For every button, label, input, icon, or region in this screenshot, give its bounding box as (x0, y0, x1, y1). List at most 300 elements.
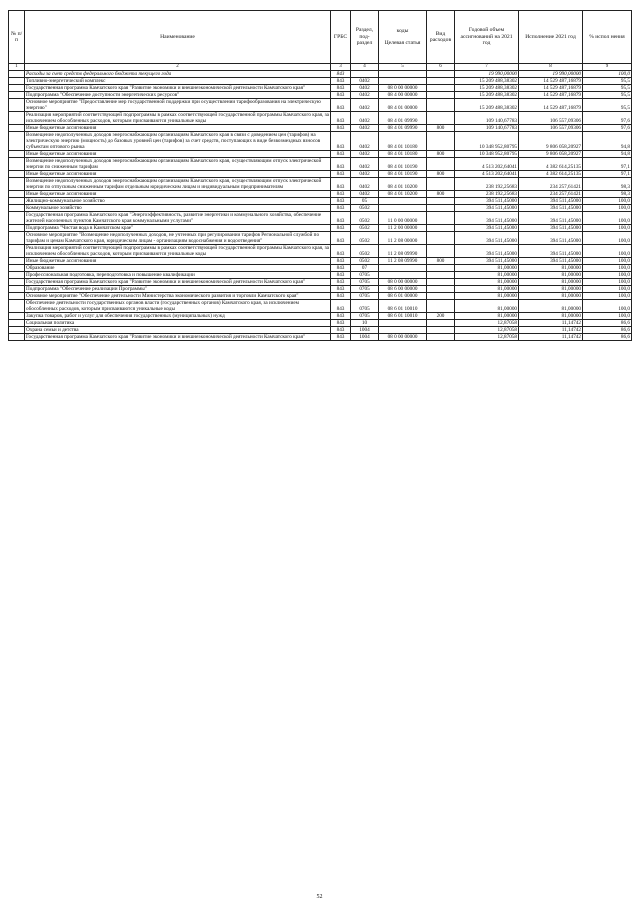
table-row (9, 293, 632, 300)
row-grbs-cell: 843 (331, 293, 351, 300)
row-target-cell: 08 4 00 00000 (379, 92, 427, 99)
row-pct-cell: 97,6 (583, 112, 632, 125)
row-razdel-cell: 0502 (351, 212, 379, 225)
row-target-cell (379, 327, 427, 334)
row-target-cell: 08 4 01 10200 (379, 178, 427, 191)
row-razdel-cell: 0402 (351, 158, 379, 171)
row-num-cell (9, 286, 25, 293)
column-number-cell: 3 (331, 64, 351, 71)
row-num-cell (9, 158, 25, 171)
table-row (9, 258, 632, 265)
row-num-cell (9, 198, 25, 205)
row-name-cell: Государственная программа Камчатского края "Энергоэффективность, развитие энергетики и коммунального хозяйства, обеспечение жителей населенных пунктов Камчатского края коммунальными услугами" (25, 212, 331, 225)
row-exec-cell: 81,00000 (519, 279, 583, 286)
row-grbs-cell: 843 (331, 198, 351, 205)
row-razdel-cell: 0705 (351, 313, 379, 320)
table-row (9, 178, 632, 191)
header-grbs: ГРБС (331, 11, 351, 64)
row-exec-cell: 4 382 614,25135 (519, 158, 583, 171)
table-row (9, 78, 632, 85)
row-grbs-cell: 843 (331, 132, 351, 151)
row-exec-cell: 81,00000 (519, 286, 583, 293)
row-assigned-cell: 15 209 488,38302 (455, 78, 519, 85)
table-row (9, 132, 632, 151)
table-row (9, 205, 632, 212)
row-name-cell: Коммунальное хозяйство (25, 205, 331, 212)
row-name-cell: Расходы за счет средств федерального бюджета текущего года (25, 71, 331, 78)
row-exec-cell: 14 529 487,16879 (519, 78, 583, 85)
row-vid-cell (427, 71, 455, 78)
row-razdel-cell: 0402 (351, 125, 379, 132)
row-assigned-cell: 15 209 488,38302 (455, 99, 519, 112)
column-number-row (9, 64, 632, 71)
row-pct-cell: 100,0 (583, 71, 632, 78)
row-assigned-cell: 394 511,45000 (455, 258, 519, 265)
row-target-cell: 08 4 01 09990 (379, 112, 427, 125)
row-assigned-cell: 109 140,67783 (455, 125, 519, 132)
row-vid-cell: 800 (427, 151, 455, 158)
row-target-cell: 08 4 01 10180 (379, 151, 427, 158)
column-number-cell: 5 (379, 64, 427, 71)
table-row (9, 334, 632, 341)
row-target-cell: 08 4 01 10180 (379, 132, 427, 151)
row-name-cell: Закупка товаров, работ и услуг для обеспечения государственных (муниципальных) нужд (25, 313, 331, 320)
row-razdel-cell (351, 71, 379, 78)
table-row (9, 212, 632, 225)
row-grbs-cell: 843 (331, 151, 351, 158)
row-razdel-cell: 0402 (351, 85, 379, 92)
header-razdel: Раздел, под- раздел (351, 11, 379, 64)
row-vid-cell (427, 178, 455, 191)
table-row (9, 272, 632, 279)
row-target-cell: 08 4 01 09990 (379, 125, 427, 132)
row-assigned-cell: 12,87058 (455, 320, 519, 327)
row-num-cell (9, 92, 25, 99)
row-pct-cell: 86,6 (583, 334, 632, 341)
row-vid-cell (427, 334, 455, 341)
row-exec-cell: 9 806 058,20927 (519, 151, 583, 158)
row-assigned-cell: 394 511,45000 (455, 245, 519, 258)
table-row (9, 245, 632, 258)
row-num-cell (9, 232, 25, 245)
column-number-cell: 2 (25, 64, 331, 71)
row-exec-cell: 394 511,45000 (519, 258, 583, 265)
row-grbs-cell: 843 (331, 313, 351, 320)
row-grbs-cell: 843 (331, 112, 351, 125)
row-assigned-cell: 394 511,45000 (455, 212, 519, 225)
row-razdel-cell: 0705 (351, 279, 379, 286)
row-num-cell (9, 313, 25, 320)
row-pct-cell: 100,0 (583, 300, 632, 313)
column-number-cell: 8 (519, 64, 583, 71)
row-assigned-cell: 81,00000 (455, 293, 519, 300)
row-name-cell: Возмещение недополученных доходов энергоснабжающим организациям Камчатского края, осуществляющим отпуск электрической энергии по сниженным тарифам (25, 158, 331, 171)
row-num-cell (9, 171, 25, 178)
row-exec-cell: 394 511,45000 (519, 225, 583, 232)
row-pct-cell: 86,6 (583, 320, 632, 327)
row-assigned-cell: 15 209 488,38302 (455, 85, 519, 92)
row-grbs-cell: 843 (331, 286, 351, 293)
row-vid-cell: 800 (427, 171, 455, 178)
row-vid-cell (427, 320, 455, 327)
column-number-cell: 6 (427, 64, 455, 71)
row-grbs-cell: 843 (331, 125, 351, 132)
row-pct-cell: 95,5 (583, 85, 632, 92)
row-vid-cell (427, 212, 455, 225)
row-num-cell (9, 245, 25, 258)
row-exec-cell: 106 557,09306 (519, 125, 583, 132)
row-vid-cell (427, 198, 455, 205)
row-grbs-cell: 843 (331, 265, 351, 272)
row-pct-cell: 100,0 (583, 286, 632, 293)
row-target-cell: 08 6 01 00000 (379, 293, 427, 300)
row-vid-cell (427, 132, 455, 151)
row-target-cell (379, 205, 427, 212)
row-grbs-cell: 843 (331, 258, 351, 265)
row-exec-cell: 81,00000 (519, 300, 583, 313)
row-vid-cell: 800 (427, 191, 455, 198)
row-assigned-cell: 394 511,45000 (455, 225, 519, 232)
row-razdel-cell: 0502 (351, 225, 379, 232)
table-row (9, 327, 632, 334)
table-row (9, 85, 632, 92)
row-target-cell: 08 6 00 00000 (379, 286, 427, 293)
row-vid-cell (427, 78, 455, 85)
row-name-cell: Реализация мероприятий соответствующей подпрограммы в рамках соответствующей государственной программы Камчатского края, за исключением обособленных расходов, которым присваиваются уникальные коды (26, 112, 329, 124)
row-pct-cell: 86,6 (583, 327, 632, 334)
row-razdel-cell: 0705 (351, 286, 379, 293)
row-pct-cell: 100,0 (583, 293, 632, 300)
row-target-cell: 11 2 08 09990 (379, 245, 427, 258)
row-pct-cell: 98,3 (583, 178, 632, 191)
budget-table (8, 10, 632, 341)
row-name-cell: Профессиональная подготовка, переподготовка и повышение квалификации (25, 272, 331, 279)
row-grbs-cell: 843 (331, 158, 351, 171)
table-row (9, 232, 632, 245)
row-name-cell: Охрана семьи и детства (25, 327, 331, 334)
row-assigned-cell: 238 192,25683 (455, 178, 519, 191)
row-vid-cell (427, 293, 455, 300)
row-exec-cell: 11,14742 (519, 327, 583, 334)
row-vid-cell (427, 300, 455, 313)
row-vid-cell (427, 286, 455, 293)
row-assigned-cell: 10 348 952,80795 (455, 132, 519, 151)
row-grbs-cell: 843 (331, 245, 351, 258)
header-target (379, 11, 427, 64)
row-grbs-cell: 843 (331, 205, 351, 212)
row-num-cell (9, 71, 25, 78)
row-vid-cell (427, 272, 455, 279)
row-target-cell: 08 0 00 00000 (379, 279, 427, 286)
row-name-cell: Подпрограмма "Чистая вода в Камчатском крае" (25, 225, 331, 232)
row-name-cell: Возмещение недополученных доходов энергоснабжающим организациям Камчатского края, осуществляющим отпуск электрической энергии по отпускным сниженным тарифам отдельным юридическим лицам и индивидуальным предпринимателям (25, 178, 331, 191)
row-grbs-cell: 843 (331, 272, 351, 279)
table-row (9, 158, 632, 171)
row-num-cell (9, 258, 25, 265)
header-pct: % испол нения (583, 11, 632, 64)
row-razdel-cell: 07 (351, 265, 379, 272)
table-row (9, 286, 632, 293)
row-pct-cell: 100,0 (583, 272, 632, 279)
row-name-cell: Иные бюджетные ассигнования (25, 258, 331, 265)
row-target-cell: 11 2 00 00000 (379, 225, 427, 232)
row-pct-cell: 94,8 (583, 132, 632, 151)
row-razdel-cell: 0402 (351, 171, 379, 178)
row-name-cell: Государственная программа Камчатского края "Развитие экономики и внешнеэкономической деятельности Камчатского края" (25, 279, 331, 286)
row-razdel-cell: 10 (351, 320, 379, 327)
row-exec-cell: 394 511,45000 (519, 245, 583, 258)
column-number-cell: 9 (583, 64, 632, 71)
row-num-cell (9, 178, 25, 191)
row-assigned-cell: 15 209 488,38302 (455, 92, 519, 99)
row-exec-cell: 394 511,45000 (519, 198, 583, 205)
row-vid-cell (427, 327, 455, 334)
row-target-cell: 08 6 01 10010 (379, 313, 427, 320)
row-target-cell: 08 6 01 10010 (379, 300, 427, 313)
row-grbs-cell: 843 (331, 78, 351, 85)
row-exec-cell: 81,00000 (519, 272, 583, 279)
row-num-cell (9, 99, 25, 112)
row-assigned-cell: 4 513 202,64041 (455, 158, 519, 171)
row-exec-cell: 81,00000 (519, 313, 583, 320)
row-grbs-cell: 843 (331, 212, 351, 225)
table-row (9, 112, 632, 125)
column-number-cell: 7 (455, 64, 519, 71)
row-assigned-cell: 4 513 202,64041 (455, 171, 519, 178)
row-num-cell (9, 132, 25, 151)
row-razdel-cell: 0705 (351, 293, 379, 300)
row-target-cell: 08 4 01 10190 (379, 171, 427, 178)
row-assigned-cell: 238 192,25683 (455, 191, 519, 198)
row-razdel-cell: 0502 (351, 258, 379, 265)
row-num-cell (9, 272, 25, 279)
row-exec-cell: 394 511,45000 (519, 212, 583, 225)
row-grbs-cell: 843 (331, 92, 351, 99)
table-row (9, 198, 632, 205)
row-target-cell: 08 0 00 00000 (379, 85, 427, 92)
row-razdel-cell: 0402 (351, 112, 379, 125)
table-row (9, 125, 632, 132)
row-grbs-cell: 843 (331, 99, 351, 112)
row-name-cell: Подпрограмма "Обеспечение реализации Программы" (25, 286, 331, 293)
column-number-cell: 1 (9, 64, 25, 71)
row-target-cell: 08 4 01 10200 (379, 191, 427, 198)
row-target-cell (379, 71, 427, 78)
header-target-label: Целевая статья (384, 40, 421, 46)
row-vid-cell (427, 205, 455, 212)
row-target-cell: 08 4 01 00000 (379, 99, 427, 112)
row-exec-cell: 11,14742 (519, 334, 583, 341)
row-assigned-cell: 81,00000 (455, 286, 519, 293)
row-vid-cell (427, 265, 455, 272)
table-row (9, 191, 632, 198)
row-grbs-cell: 843 (331, 225, 351, 232)
row-assigned-cell: 12,87058 (455, 334, 519, 341)
row-razdel-cell: 05 (351, 198, 379, 205)
row-razdel-cell: 0402 (351, 151, 379, 158)
row-num-cell (9, 85, 25, 92)
row-pct-cell: 95,5 (583, 78, 632, 85)
row-razdel-cell: 0402 (351, 78, 379, 85)
table-body (9, 71, 632, 341)
row-target-cell: 11 2 08 09990 (379, 258, 427, 265)
row-name-cell: Иные бюджетные ассигнования (25, 125, 331, 132)
row-exec-cell: 14 529 487,16879 (519, 92, 583, 99)
row-num-cell (9, 265, 25, 272)
row-vid-cell (427, 245, 455, 258)
row-assigned-cell: 10 348 952,80795 (455, 151, 519, 158)
row-assigned-cell: 81,00000 (455, 313, 519, 320)
row-razdel-cell: 0705 (351, 300, 379, 313)
table-row (9, 300, 632, 313)
row-num-cell (9, 320, 25, 327)
row-grbs-cell: 843 (331, 191, 351, 198)
row-vid-cell (427, 225, 455, 232)
table-row (9, 225, 632, 232)
row-num-cell (9, 334, 25, 341)
header-vid: Вид расходов (427, 11, 455, 64)
row-num-cell (9, 327, 25, 334)
table-row (9, 313, 632, 320)
row-razdel-cell: 0502 (351, 245, 379, 258)
row-assigned-cell: 12,87058 (455, 327, 519, 334)
page-number: 52 (316, 894, 323, 900)
row-grbs-cell: 843 (331, 279, 351, 286)
row-target-cell (379, 272, 427, 279)
row-name-cell: Обеспечение деятельности государственных органов власти (государственных органов) Камчатского края, за исключением обособленных расходов, которым присваиваются уникальные коды (25, 300, 331, 313)
row-razdel-cell: 0402 (351, 99, 379, 112)
row-exec-cell: 14 529 487,16879 (519, 85, 583, 92)
row-num-cell (9, 300, 25, 313)
row-num-cell (9, 78, 25, 85)
row-pct-cell: 100,0 (583, 313, 632, 320)
row-name-cell: Возмещение недополученных доходов энергоснабжающим организациям Камчатского края в связи с доведением цен (тарифов) на электрическую энергию (мощность) до базовых уровней цен (тарифов) за счет средств, поступающих в виде безвозмездных взносов субъектам оптового рынка (25, 132, 331, 151)
row-num-cell (9, 293, 25, 300)
row-exec-cell: 81,00000 (519, 265, 583, 272)
row-exec-cell: 234 257,61421 (519, 178, 583, 191)
row-target-cell (379, 198, 427, 205)
row-name-cell: Основное мероприятие "Возмещение недополученных доходов, не учтенных при регулировании тарифов Региональной службой по тарифам и ценам Камчатского края, юридическим лицам - организациям водоснабжения и водоотведения" (25, 232, 331, 245)
row-assigned-cell: 394 511,45000 (455, 198, 519, 205)
row-pct-cell: 100,0 (583, 205, 632, 212)
row-name-cell: Жилищно-коммунальное хозяйство (25, 198, 331, 205)
row-pct-cell: 100,0 (583, 212, 632, 225)
row-vid-cell (427, 92, 455, 99)
row-num-cell (9, 151, 25, 158)
table-row (9, 171, 632, 178)
table-header-row (9, 11, 632, 64)
row-target-cell: 11 0 00 00000 (379, 212, 427, 225)
row-vid-cell (427, 112, 455, 125)
row-razdel-cell: 1004 (351, 327, 379, 334)
row-num-cell (9, 191, 25, 198)
budget-sheet (8, 10, 631, 341)
row-pct-cell: 100,0 (583, 232, 632, 245)
row-assigned-cell: 81,00000 (455, 272, 519, 279)
row-exec-cell: 81,00000 (519, 293, 583, 300)
row-razdel-cell: 0402 (351, 178, 379, 191)
row-vid-cell (427, 99, 455, 112)
row-num-cell (9, 279, 25, 286)
row-grbs-cell: 843 (331, 71, 351, 78)
row-exec-cell: 4 382 614,25135 (519, 171, 583, 178)
row-razdel-cell: 0502 (351, 205, 379, 212)
row-pct-cell: 95,5 (583, 92, 632, 99)
row-name-cell: Государственная программа Камчатского края "Развитие экономики и внешнеэкономической деятельности Камчатского края" (25, 334, 331, 341)
row-grbs-cell: 843 (331, 85, 351, 92)
row-name-cell: Топливно-энергетический комплекс (25, 78, 331, 85)
row-pct-cell: 97,1 (583, 158, 632, 171)
header-name: Наименование (25, 11, 331, 64)
table-row (9, 99, 632, 112)
row-grbs-cell: 843 (331, 232, 351, 245)
row-exec-cell: 234 257,61421 (519, 191, 583, 198)
row-target-cell (379, 320, 427, 327)
table-row (9, 92, 632, 99)
row-exec-cell: 19 990,00000 (519, 71, 583, 78)
row-name-cell: Реализация мероприятий соответствующей подпрограммы в рамках соответствующей государственной программы Камчатского края, за исключением обособленных расходов, которым присваиваются уникальные коды (26, 245, 329, 257)
row-exec-cell: 394 511,45000 (519, 232, 583, 245)
row-name-cell: Социальная политика (25, 320, 331, 327)
row-assigned-cell: 19 990,00000 (455, 71, 519, 78)
row-grbs-cell: 843 (331, 334, 351, 341)
row-razdel-cell: 0402 (351, 191, 379, 198)
row-exec-cell: 11,14742 (519, 320, 583, 327)
row-pct-cell: 100,0 (583, 258, 632, 265)
row-razdel-cell: 0402 (351, 132, 379, 151)
row-pct-cell: 98,3 (583, 191, 632, 198)
row-name-cell: Государственная программа Камчатского края "Развитие экономики и внешнеэкономической деятельности Камчатского края" (25, 85, 331, 92)
row-exec-cell: 106 557,09306 (519, 112, 583, 125)
row-target-cell (379, 78, 427, 85)
header-codes-label: коды (396, 27, 409, 34)
row-target-cell: 08 4 01 10190 (379, 158, 427, 171)
row-vid-cell (427, 85, 455, 92)
table-row (9, 320, 632, 327)
row-vid-cell: 800 (427, 125, 455, 132)
row-assigned-cell: 109 140,67783 (455, 112, 519, 125)
row-vid-cell: 200 (427, 313, 455, 320)
row-name-cell: Иные бюджетные ассигнования (25, 171, 331, 178)
row-name-cell: Иные бюджетные ассигнования (25, 191, 331, 198)
header-num: № п/п (9, 11, 25, 64)
row-pct-cell: 95,5 (583, 99, 632, 112)
row-grbs-cell: 843 (331, 300, 351, 313)
table-row (9, 71, 632, 78)
row-num-cell (9, 125, 25, 132)
row-assigned-cell: 81,00000 (455, 265, 519, 272)
header-assigned: Годовой объем ассигнований на 2021 год (455, 11, 519, 64)
table-row (9, 279, 632, 286)
row-exec-cell: 14 529 487,16879 (519, 99, 583, 112)
row-vid-cell (427, 279, 455, 286)
row-pct-cell: 97,6 (583, 125, 632, 132)
row-num-cell (9, 112, 25, 125)
row-pct-cell: 100,0 (583, 279, 632, 286)
column-number-cell: 4 (351, 64, 379, 71)
row-num-cell (9, 212, 25, 225)
row-pct-cell: 100,0 (583, 198, 632, 205)
row-exec-cell: 9 806 058,20927 (519, 132, 583, 151)
row-assigned-cell: 81,00000 (455, 279, 519, 286)
row-razdel-cell: 0502 (351, 232, 379, 245)
row-name-cell: Подпрограмма "Обеспечение доступности энергетических ресурсов" (25, 92, 331, 99)
row-vid-cell: 800 (427, 258, 455, 265)
row-pct-cell: 100,0 (583, 265, 632, 272)
row-razdel-cell: 0402 (351, 92, 379, 99)
row-pct-cell: 100,0 (583, 245, 632, 258)
row-num-cell (9, 205, 25, 212)
